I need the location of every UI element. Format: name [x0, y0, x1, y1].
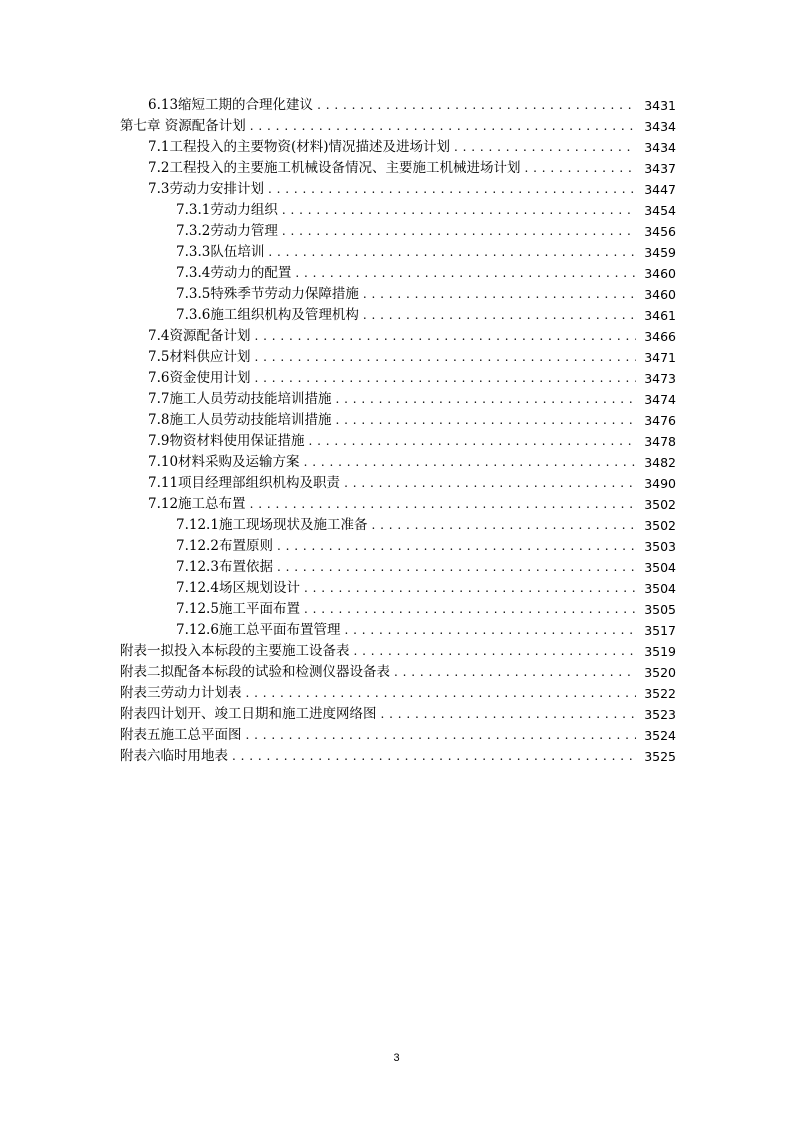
toc-entry-title: 附表二拟配备本标段的试验和检测仪器设备表 [120, 664, 390, 680]
toc-entry-page: 3520 [644, 665, 676, 680]
toc-entry-page: 3505 [644, 602, 676, 617]
toc-entry-title: 7.10材料采购及运输方案 [148, 454, 300, 470]
toc-dot-leader [354, 641, 637, 662]
toc-dot-leader [317, 95, 636, 116]
toc-entry[interactable] [120, 536, 676, 557]
toc-entry[interactable] [120, 473, 676, 494]
toc-entry-page: 3522 [644, 686, 676, 701]
table-of-contents [120, 95, 676, 767]
toc-entry-page: 3431 [644, 98, 676, 113]
toc-entry-page: 3434 [644, 140, 676, 155]
toc-entry-title: 附表四计划开、竣工日期和施工进度网络图 [120, 706, 377, 722]
toc-entry-page: 3466 [644, 329, 676, 344]
toc-entry-title: 7.7施工人员劳动技能培训措施 [148, 391, 332, 407]
toc-entry-page: 3474 [644, 392, 676, 407]
toc-entry-page: 3502 [644, 518, 676, 533]
toc-entry-title: 6.13缩短工期的合理化建议 [148, 97, 314, 113]
toc-entry[interactable] [120, 347, 676, 368]
toc-entry-page: 3490 [644, 476, 676, 491]
toc-entry[interactable] [120, 662, 676, 683]
toc-dot-leader [277, 557, 636, 578]
toc-dot-leader [246, 683, 637, 704]
toc-entry-title: 7.11项目经理部组织机构及职责 [148, 475, 341, 491]
toc-dot-leader [250, 494, 636, 515]
toc-dot-leader [394, 662, 636, 683]
toc-entry-title: 附表五施工总平面图 [120, 727, 242, 743]
toc-dot-leader [268, 179, 636, 200]
toc-entry-page: 3519 [644, 644, 676, 659]
toc-entry-title: 7.4资源配备计划 [148, 328, 251, 344]
toc-dot-leader [363, 305, 636, 326]
toc-dot-leader [282, 200, 636, 221]
toc-entry-title: 附表六临时用地表 [120, 748, 228, 764]
toc-entry-title: 7.12.2布置原则 [176, 538, 273, 554]
toc-entry-page: 3504 [644, 581, 676, 596]
toc-entry-page: 3478 [644, 434, 676, 449]
toc-entry[interactable] [120, 389, 676, 410]
toc-entry-title: 7.3劳动力安排计划 [148, 181, 264, 197]
toc-entry[interactable] [120, 431, 676, 452]
toc-dot-leader [335, 389, 636, 410]
toc-entry-page: 3461 [644, 308, 676, 323]
toc-entry[interactable] [120, 515, 676, 536]
toc-dot-leader [381, 704, 637, 725]
toc-entry[interactable] [120, 746, 676, 767]
toc-dot-leader [304, 452, 636, 473]
toc-entry-title: 7.3.2劳动力管理 [176, 223, 278, 239]
toc-entry[interactable] [120, 494, 676, 515]
toc-entry-title: 7.12.4场区规划设计 [176, 580, 300, 596]
toc-entry[interactable] [120, 305, 676, 326]
toc-dot-leader [371, 515, 636, 536]
toc-entry[interactable] [120, 578, 676, 599]
toc-entry[interactable] [120, 263, 676, 284]
toc-entry-title: 7.6资金使用计划 [148, 370, 251, 386]
toc-entry-page: 3473 [644, 371, 676, 386]
toc-entry-title: 第七章 资源配备计划 [120, 118, 246, 134]
toc-entry[interactable] [120, 95, 676, 116]
toc-entry[interactable] [120, 200, 676, 221]
toc-entry[interactable] [120, 599, 676, 620]
toc-entry-page: 3460 [644, 287, 676, 302]
toc-entry-page: 3504 [644, 560, 676, 575]
toc-entry-page: 3456 [644, 224, 676, 239]
toc-entry[interactable] [120, 368, 676, 389]
toc-entry-page: 3525 [644, 749, 676, 764]
toc-entry-title: 7.3.4劳动力的配置 [176, 265, 292, 281]
toc-entry[interactable] [120, 116, 676, 137]
toc-entry-title: 7.8施工人员劳动技能培训措施 [148, 412, 332, 428]
toc-dot-leader [295, 263, 636, 284]
toc-entry-page: 3437 [644, 161, 676, 176]
toc-entry-page: 3517 [644, 623, 676, 638]
toc-entry[interactable] [120, 704, 676, 725]
toc-dot-leader [454, 137, 636, 158]
toc-dot-leader [335, 410, 636, 431]
toc-entry-page: 3524 [644, 728, 676, 743]
toc-entry-title: 7.3.3队伍培训 [176, 244, 265, 260]
toc-entry-title: 7.12.5施工平面布置 [176, 601, 300, 617]
toc-entry-title: 7.9物资材料使用保证措施 [148, 433, 305, 449]
toc-dot-leader [277, 536, 636, 557]
toc-entry[interactable] [120, 221, 676, 242]
toc-entry-page: 3454 [644, 203, 676, 218]
toc-dot-leader [344, 620, 636, 641]
toc-dot-leader [254, 326, 636, 347]
toc-dot-leader [250, 116, 636, 137]
toc-entry[interactable] [120, 641, 676, 662]
toc-dot-leader [254, 368, 636, 389]
toc-entry-page: 3447 [644, 182, 676, 197]
toc-entry[interactable] [120, 284, 676, 305]
toc-dot-leader [524, 158, 636, 179]
toc-entry-title: 附表一拟投入本标段的主要施工设备表 [120, 643, 350, 659]
toc-entry[interactable] [120, 179, 676, 200]
toc-entry[interactable] [120, 557, 676, 578]
toc-entry-title: 7.12.3布置依据 [176, 559, 273, 575]
toc-entry-page: 3503 [644, 539, 676, 554]
toc-entry-title: 7.3.5特殊季节劳动力保障措施 [176, 286, 359, 302]
page-number: 3 [393, 1052, 400, 1064]
toc-entry[interactable] [120, 683, 676, 704]
toc-dot-leader [232, 746, 636, 767]
toc-entry-page: 3523 [644, 707, 676, 722]
toc-entry-title: 7.12.6施工总平面布置管理 [176, 622, 341, 638]
toc-entry-page: 3460 [644, 266, 676, 281]
toc-dot-leader [282, 221, 636, 242]
toc-entry-title: 7.12施工总布置 [148, 496, 246, 512]
toc-dot-leader [268, 242, 636, 263]
toc-entry[interactable] [120, 725, 676, 746]
toc-entry[interactable] [120, 620, 676, 641]
toc-dot-leader [246, 725, 637, 746]
toc-entry-page: 3459 [644, 245, 676, 260]
toc-entry-page: 3482 [644, 455, 676, 470]
toc-entry-title: 7.2工程投入的主要施工机械设备情况、主要施工机械进场计划 [148, 160, 521, 176]
toc-entry-page: 3476 [644, 413, 676, 428]
toc-entry[interactable] [120, 158, 676, 179]
toc-entry-title: 7.3.6施工组织机构及管理机构 [176, 307, 359, 323]
toc-entry-title: 7.5材料供应计划 [148, 349, 251, 365]
toc-entry[interactable] [120, 452, 676, 473]
toc-entry-title: 7.12.1施工现场现状及施工准备 [176, 517, 368, 533]
toc-dot-leader [363, 284, 636, 305]
toc-entry-page: 3434 [644, 119, 676, 134]
toc-entry-title: 7.1工程投入的主要物资(材料)情况描述及进场计划 [148, 139, 451, 155]
toc-entry[interactable] [120, 326, 676, 347]
toc-dot-leader [304, 578, 636, 599]
toc-entry[interactable] [120, 242, 676, 263]
toc-entry-title: 附表三劳动力计划表 [120, 685, 242, 701]
toc-dot-leader [304, 599, 636, 620]
toc-entry[interactable] [120, 410, 676, 431]
toc-entry-page: 3502 [644, 497, 676, 512]
toc-entry-title: 7.3.1劳动力组织 [176, 202, 278, 218]
toc-dot-leader [344, 473, 636, 494]
toc-entry[interactable] [120, 137, 676, 158]
toc-dot-leader [308, 431, 636, 452]
toc-dot-leader [254, 347, 636, 368]
toc-entry-page: 3471 [644, 350, 676, 365]
